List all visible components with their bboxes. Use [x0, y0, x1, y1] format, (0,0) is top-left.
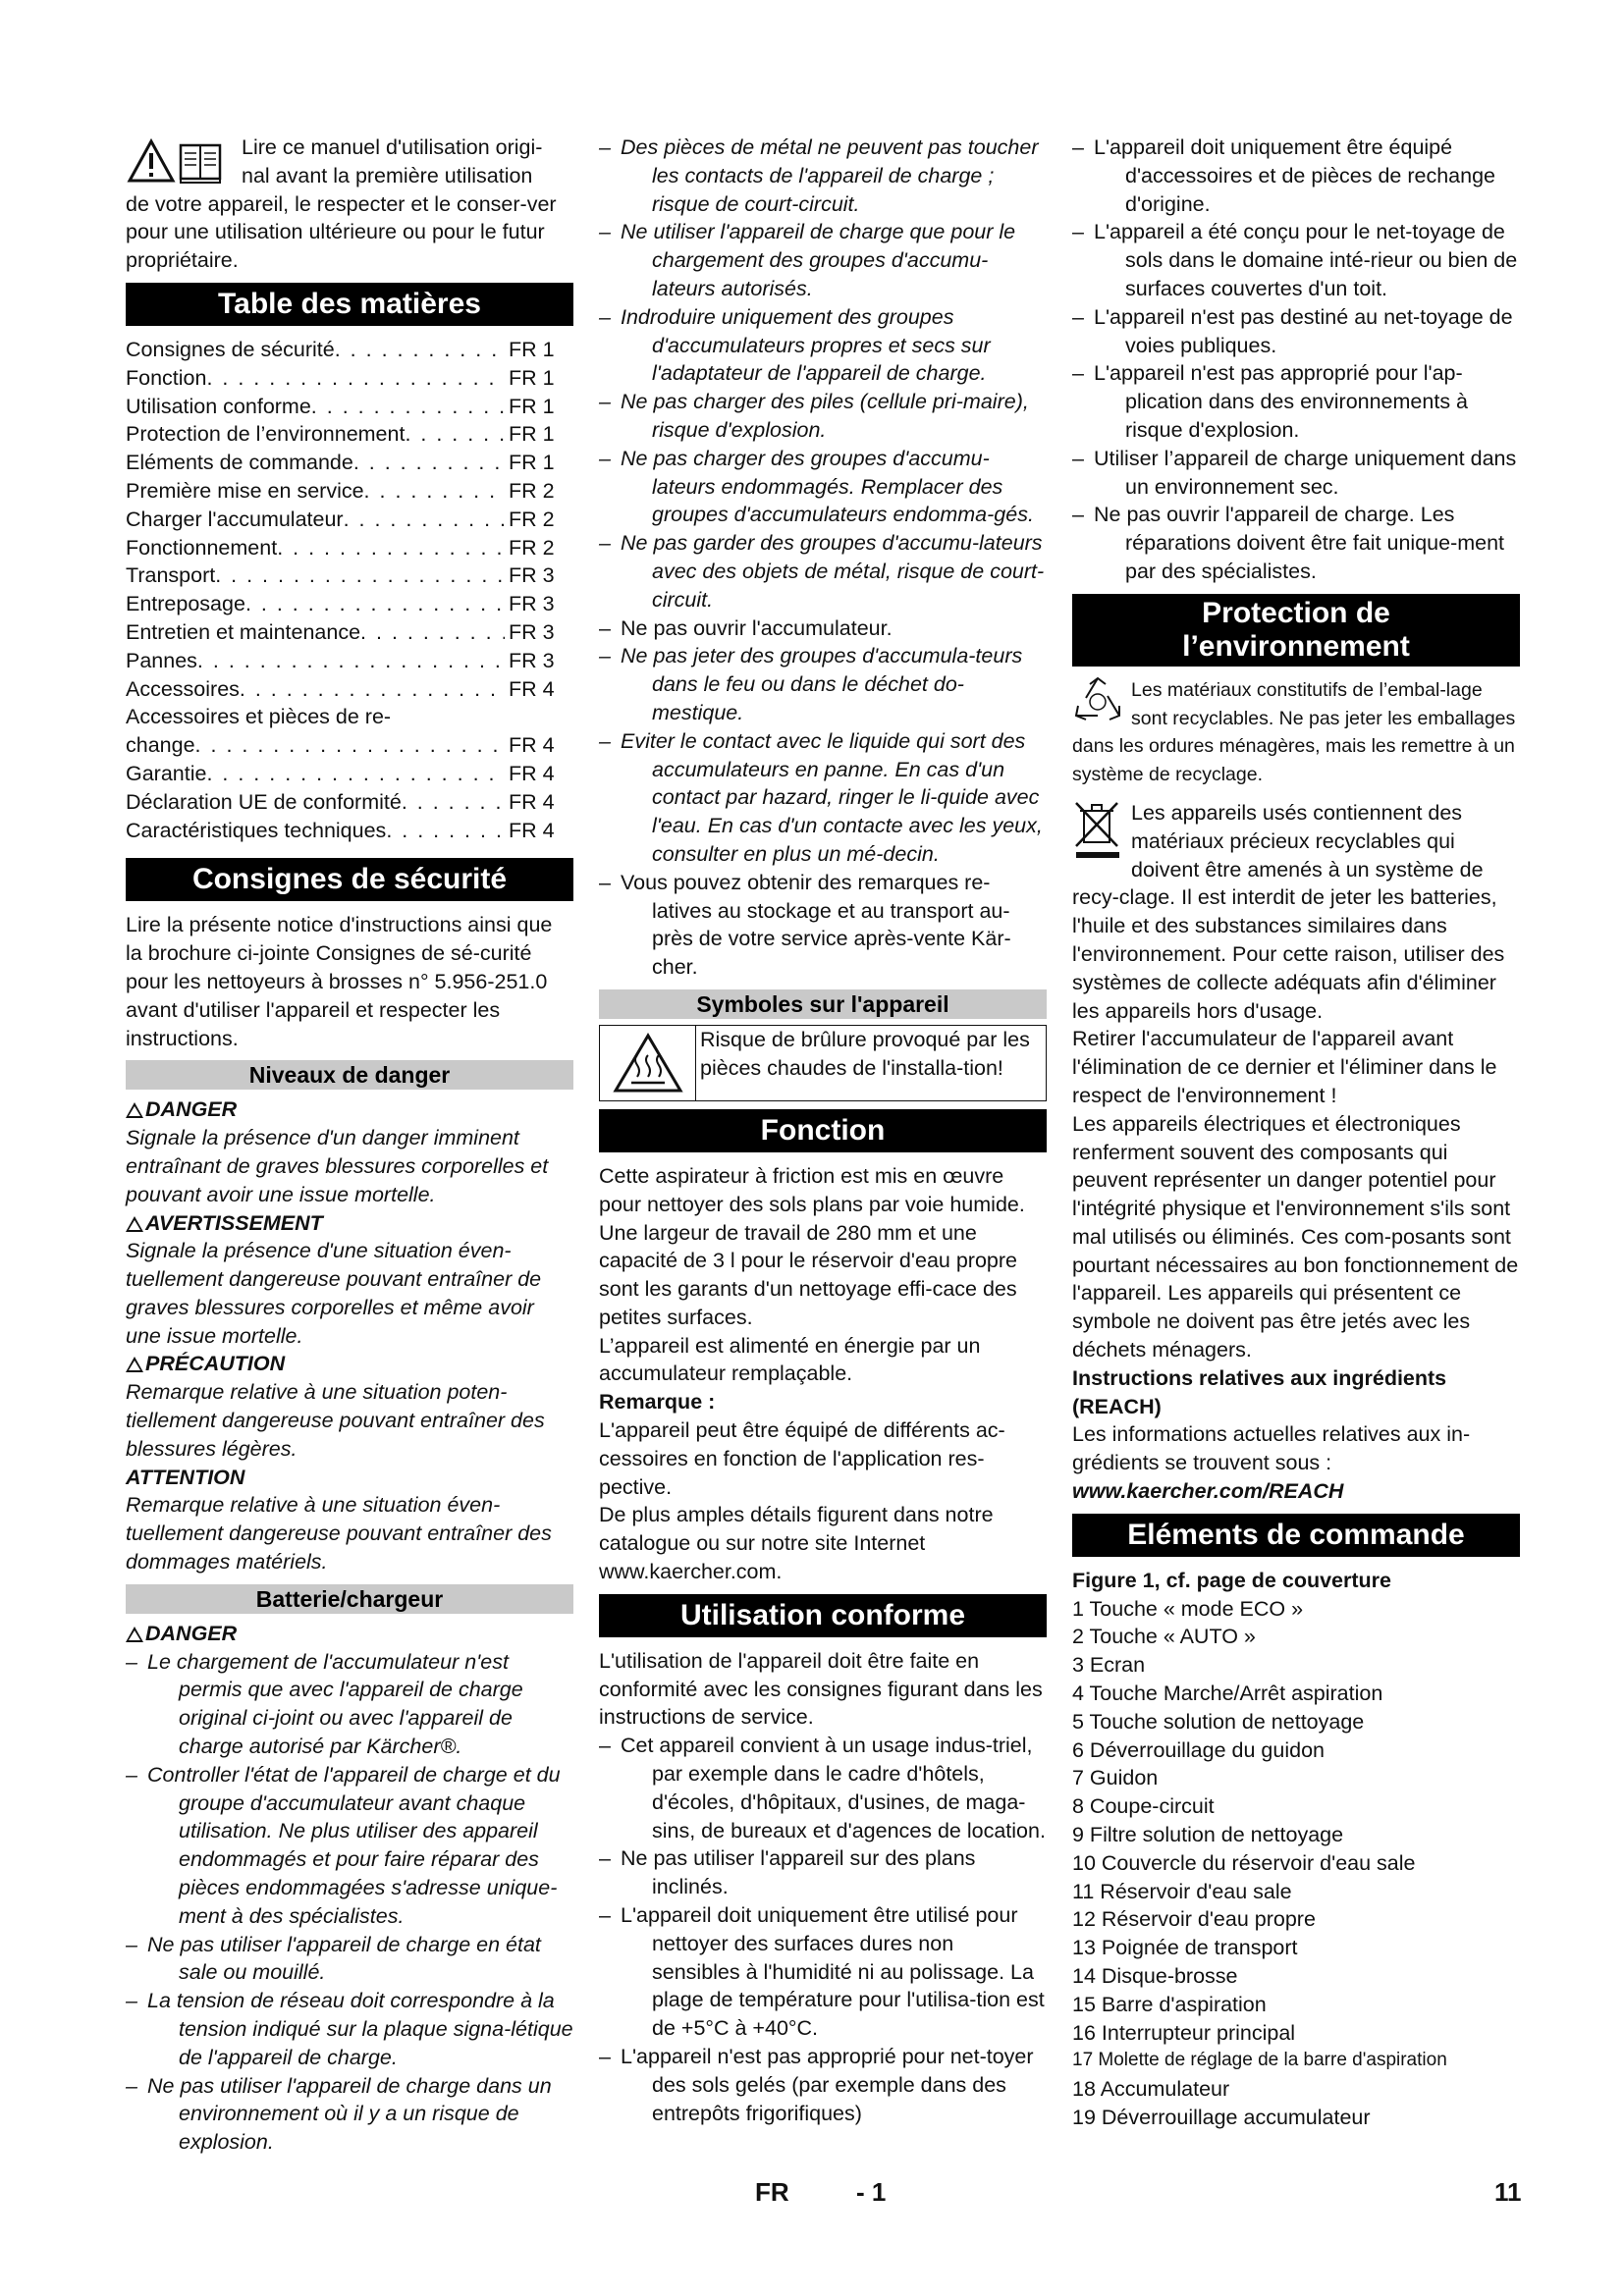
figure-label: Figure 1, cf. page de couverture	[1072, 1568, 1391, 1592]
toc-leader	[240, 675, 505, 704]
list-item: – Ne pas garder des groupes d'accumu-lateurs avec des objets de métal, risque de court-circuit.	[599, 529, 1047, 614]
control-item: 12 Réservoir d'eau propre	[1072, 1907, 1316, 1932]
list-item: – Des pièces de métal ne peuvent pas toucher les contacts de l'appareil de charge ; risque de court-circuit.	[599, 133, 1047, 218]
list-item: – Ne pas ouvrir l'accumulateur.	[599, 614, 1047, 643]
hot-surface-icon	[600, 1026, 696, 1100]
toc-leader	[277, 534, 505, 562]
toc-item-label: Transport	[126, 563, 216, 588]
toc-item-label: Caractéristiques techniques	[126, 818, 387, 842]
battery-list	[126, 1648, 573, 2157]
intro-line2: nal avant la première utilisation	[242, 163, 533, 187]
usage-intro: L'utilisation de l'appareil doit être faite en conformité avec les consignes figurant dans les instructions de service.	[599, 1648, 1043, 1730]
toc-item-page: FR 3	[509, 648, 555, 672]
danger-level-text: Signale la présence d'un danger imminent entraînant de graves blessures corporelles et pouvant avoir une issue mortelle.	[126, 1126, 549, 1206]
toc-item	[126, 760, 573, 788]
toc-item-page: FR 2	[509, 507, 555, 531]
danger-level-title: DANGER	[126, 1095, 573, 1124]
toc-item-label: change	[126, 733, 195, 758]
danger-level-title: PRÉCAUTION	[126, 1350, 573, 1378]
toc-item-label: Protection de l’environnement	[126, 422, 406, 447]
danger-levels-heading: Niveaux de danger	[126, 1060, 573, 1090]
fonction-p1: Cette aspirateur à friction est mis en œuvre pour nettoyer des sols plans par voie humide. Une largeur de travail de 280 mm et une capacité de 3 l pour le réservoir d'eau propre sont les garants d'un nettoyage effi-cace des petites surfaces.	[599, 1163, 1025, 1329]
toc-item-label: Consignes de sécurité	[126, 337, 335, 361]
toc-item-page: FR 3	[509, 563, 555, 588]
toc-item-label: Utilisation conforme	[126, 394, 311, 418]
list-item: – L'appareil doit uniquement être utilisé pour nettoyer des surfaces dures non sensibles à l'humidité ni au polissage. La plage de température pour l'utilisa-tion est de +5°C à +40°C.	[599, 1901, 1047, 2043]
toc-heading: Table des matières	[126, 283, 573, 326]
toc-item-page: FR 4	[509, 789, 555, 814]
list-item: – Ne utiliser l'appareil de charge que pour le chargement des groupes d'accumu-lateurs autorisés.	[599, 218, 1047, 302]
column-3	[1072, 133, 1520, 2132]
usage-list	[599, 1732, 1047, 2127]
env-packaging	[1072, 676, 1520, 789]
battery-danger-title: DANGER	[126, 1620, 573, 1648]
toc-leader	[386, 817, 505, 845]
toc-leader	[206, 364, 505, 393]
control-item: 8 Coupe-circuit	[1072, 1794, 1215, 1819]
fonction-p2: L’appareil est alimenté en énergie par un accumulateur remplaçable.	[599, 1333, 981, 1386]
control-item: 16 Interrupteur principal	[1072, 2020, 1296, 2045]
warning-triangle-icon	[126, 1627, 143, 1642]
toc-item-label: Accessoires et pièces de re-	[126, 705, 392, 729]
controls-list	[1072, 1595, 1520, 2132]
fonction-remark-label: Remarque :	[599, 1390, 716, 1415]
column-2	[599, 133, 1047, 2127]
toc-leader	[245, 590, 505, 618]
toc-item	[126, 618, 573, 647]
toc-item	[126, 506, 573, 534]
toc-item	[126, 420, 573, 449]
toc-item-page: FR 4	[509, 676, 555, 701]
toc-item-page: FR 4	[509, 733, 555, 758]
warning-triangle-icon	[126, 1357, 143, 1372]
toc-item	[126, 731, 573, 760]
toc-item-label: Garantie	[126, 761, 207, 785]
list-item: – Ne pas utiliser l'appareil sur des plans inclinés.	[599, 1844, 1047, 1901]
control-item: 6 Déverrouillage du guidon	[1072, 1737, 1325, 1762]
toc-item-page: FR 1	[509, 365, 555, 390]
symbol-description: Risque de brûlure provoqué par les pièces chaudes de l'installa-tion!	[700, 1027, 1030, 1080]
toc-item	[126, 561, 573, 590]
toc-item	[126, 449, 573, 477]
toc-item	[126, 590, 573, 618]
list-item: – Ne pas charger des piles (cellule pri-maire), risque d'explosion.	[599, 388, 1047, 445]
list-item: – Ne pas ouvrir l'appareil de charge. Les réparations doivent être fait unique-ment par des spécialistes.	[1072, 501, 1520, 585]
danger-level-text: Remarque relative à une situation poten-tiellement dangereuse pouvant entraîner des blessures légères.	[126, 1380, 545, 1461]
toc-item-label: Déclaration UE de conformité	[126, 789, 402, 814]
toc-leader	[402, 788, 505, 817]
safety-heading: Consignes de sécurité	[126, 858, 573, 901]
list-item: – La tension de réseau doit correspondre à la tension indiqué sur la plaque signa-létique de l'appareil de charge.	[126, 1987, 573, 2071]
warning-triangle-icon	[126, 1216, 143, 1232]
battery-list-b	[599, 642, 1047, 868]
environment-p2: Les appareils usés contiennent des matériaux précieux recyclables qui doivent être amenés à un système de recy-clage. Il est interdit de jeter les batteries, l'huile et des substances similaires dans l'environnement. Pour cette raison, utiliser des systèmes de collecte adéquats afin d'éliminer les appareils hors d'usage.	[1072, 800, 1505, 1023]
control-item: 7 Guidon	[1072, 1766, 1159, 1790]
control-item: 17 Molette de réglage de la barre d'aspiration	[1072, 2050, 1447, 2071]
crossed-bin-icon	[1072, 799, 1123, 860]
manual-book-icon	[181, 145, 220, 183]
danger-level-title: ATTENTION	[126, 1465, 245, 1489]
list-item: – Ne pas jeter des groupes d'accumula-teurs dans le feu ou dans le déchet do-mestique.	[599, 642, 1047, 726]
toc-leader	[364, 477, 505, 506]
toc-item	[126, 647, 573, 675]
list-item: – Eviter le contact avec le liquide qui sort des accumulateurs en panne. En cas d'un contact par hazard, ringer le li-quide avec l'eau. En cas d'un contacte avec les yeux, consulter en plus un mé-decin.	[599, 727, 1047, 869]
env-disposal	[1072, 799, 1520, 1025]
recycle-icon	[1072, 676, 1123, 725]
toc-item-page: FR 4	[509, 761, 555, 785]
toc-leader	[311, 393, 505, 421]
environment-p4: Les appareils électriques et électroniques renferment souvent des composants qui peuvent représenter un danger potentiel pour l'intégrité physique et l'environnement s'ils sont mal utilisés ou éliminés. Ces com-posants sont pourtant nécessaires au bon fonctionnement de l'appareil. Les appareils qui présentent ce symbole ne doivent pas être jetés avec les déchets ménagers.	[1072, 1111, 1519, 1362]
toc-item-page: FR 3	[509, 592, 555, 616]
footer-language: FR	[755, 2177, 789, 2207]
battery-plain-list	[599, 614, 1047, 643]
warning-triangle-icon	[126, 1102, 143, 1118]
intro-rest: de votre appareil, le respecter et le conser-ver pour une utilisation ultérieure ou pour le futur propriétaire.	[126, 191, 557, 273]
toc-leader	[335, 336, 505, 364]
toc-item-label: Charger l'accumulateur	[126, 507, 344, 531]
list-item: – Ne pas charger des groupes d'accumu-lateurs endommagés. Remplacer des groupes d'accumulateurs endomma-gés.	[599, 445, 1047, 529]
toc-item-label: Première mise en service	[126, 478, 364, 503]
fonction-p4: De plus amples détails figurent dans notre catalogue ou sur notre site Internet www.kaercher.com.	[599, 1503, 994, 1584]
list-item: – Cet appareil convient à un usage indus-triel, par exemple dans le cadre d'hôtels, d'écoles, d'hôpitaux, d'usines, de maga-sins, de bureaux et d'agences de location.	[599, 1732, 1047, 1844]
toc-item	[126, 477, 573, 506]
toc-item-page: FR 4	[509, 818, 555, 842]
intro-block	[126, 133, 573, 275]
footer-page-number: 11	[1494, 2177, 1522, 2207]
toc-item	[126, 675, 573, 704]
toc-leader	[195, 731, 505, 760]
environment-heading: Protection de l’environnement	[1072, 594, 1520, 667]
toc-leader	[215, 561, 505, 590]
toc-leader	[206, 760, 505, 788]
control-item: 5 Touche solution de nettoyage	[1072, 1709, 1365, 1734]
control-item: 3 Ecran	[1072, 1653, 1146, 1678]
toc-item	[126, 817, 573, 845]
list-item: – Utiliser l’appareil de charge uniquement dans un environnement sec.	[1072, 445, 1520, 502]
danger-level-text: Remarque relative à une situation éven-tuellement dangereuse pouvant entraîner des dommages matériels.	[126, 1493, 552, 1575]
danger-level-title: AVERTISSEMENT	[126, 1209, 573, 1238]
battery-list-continued	[599, 133, 1047, 614]
toc-item-page: FR 1	[509, 337, 555, 361]
intro-line1: Lire ce manuel d'utilisation origi-	[242, 135, 543, 159]
column-1	[126, 133, 573, 2157]
toc-item-label: Accessoires	[126, 676, 240, 701]
list-item: – Ne pas utiliser l'appareil de charge dans un environnement où il y a un risque de explosion.	[126, 2072, 573, 2157]
list-item: – L'appareil n'est pas approprié pour l'ap-plication dans des environnements à risque d'explosion.	[1072, 359, 1520, 444]
toc-item-page: FR 1	[509, 394, 555, 418]
control-item: 18 Accumulateur	[1072, 2077, 1230, 2102]
safety-intro: Lire la présente notice d'instructions ainsi que la brochure ci-jointe Consignes de sé-curité pour les nettoyeurs à brosses n° 5.956-251.0 avant d'utiliser l'appareil et respecter les instructions.	[126, 913, 553, 1050]
toc-leader	[405, 420, 505, 449]
toc-item	[126, 336, 573, 364]
symbols-heading: Symboles sur l'appareil	[599, 989, 1047, 1019]
toc-item-label: Entreposage	[126, 592, 245, 616]
toc-item-page: FR 2	[509, 478, 555, 503]
list-item: – L'appareil doit uniquement être équipé d'accessoires et de pièces de rechange d'origine.	[1072, 133, 1520, 218]
toc-item-page: FR 3	[509, 619, 555, 644]
toc-item-label: Pannes	[126, 648, 197, 672]
control-item: 19 Déverrouillage accumulateur	[1072, 2106, 1371, 2129]
battery-plain-last	[599, 869, 1047, 982]
toc-item-page: FR 1	[509, 422, 555, 447]
control-item: 14 Disque-brosse	[1072, 1964, 1238, 1989]
toc-item-label: Fonctionnement	[126, 535, 278, 560]
toc-item	[126, 534, 573, 562]
environment-p3: Retirer l'accumulateur de l'appareil avant l'élimination de ce dernier et l'éliminer dans le respect de l'environnement !	[1072, 1027, 1497, 1107]
control-item: 11 Réservoir d'eau sale	[1072, 1879, 1292, 1903]
list-item: – L'appareil n'est pas destiné au net-toyage de voies publiques.	[1072, 303, 1520, 360]
footer-section-number: - 1	[856, 2177, 887, 2207]
usage-heading: Utilisation conforme	[599, 1594, 1047, 1637]
usage-list-continued	[1072, 133, 1520, 586]
toc-item-label: Eléments de commande	[126, 451, 353, 475]
reach-heading: Instructions relatives aux ingrédients (REACH)	[1072, 1365, 1447, 1418]
list-item: – L'appareil a été conçu pour le net-toyage de sols dans le domaine inté-rieur ou bien de surfaces couvertes d'un toit.	[1072, 218, 1520, 302]
toc-item	[126, 788, 573, 817]
list-item: – Le chargement de l'accumulateur n'est permis que avec l'appareil de charge original ci-joint ou avec l'appareil de charge autorisé par Kärcher®.	[126, 1648, 573, 1761]
toc-leader	[344, 506, 505, 534]
list-item: – Vous pouvez obtenir des remarques re-latives au stockage et au transport au-près de votre service après-vente Kär-cher.	[599, 869, 1047, 982]
toc-item	[126, 393, 573, 421]
control-item: 10 Couvercle du réservoir d'eau sale	[1072, 1850, 1416, 1875]
list-item: – Indroduire uniquement des groupes d'accumulateurs propres et secs sur l'adaptateur de l'appareil de charge.	[599, 303, 1047, 388]
symbols-table	[599, 1025, 1047, 1101]
list-item: – L'appareil n'est pas approprié pour net-toyer des sols gelés (par exemple dans des entrepôts frigorifiques)	[599, 2043, 1047, 2127]
control-item: 2 Touche « AUTO »	[1072, 1625, 1256, 1649]
control-item: 4 Touche Marche/Arrêt aspiration	[1072, 1682, 1383, 1706]
toc-item-page: FR 2	[509, 535, 555, 560]
toc-item-page: FR 1	[509, 451, 555, 475]
controls-heading: Eléments de commande	[1072, 1514, 1520, 1557]
toc-list	[126, 336, 573, 844]
toc-leader	[353, 449, 505, 477]
toc-leader	[197, 647, 505, 675]
toc-leader	[360, 618, 505, 647]
warning-triangle-icon	[126, 133, 236, 188]
fonction-heading: Fonction	[599, 1109, 1047, 1152]
toc-item-label: Entretien et maintenance	[126, 619, 361, 644]
control-item: 13 Poignée de transport	[1072, 1936, 1298, 1960]
intro-icons	[126, 133, 236, 188]
danger-levels	[126, 1095, 573, 1576]
reach-text: Les informations actuelles relatives aux in-grédients se trouvent sous :	[1072, 1422, 1471, 1475]
reach-url: www.kaercher.com/REACH	[1072, 1479, 1344, 1504]
environment-p1: Les matériaux constitutifs de l’embal-lage sont recyclables. Ne pas jeter les emballages dans les ordures ménagères, mais les remettre à un système de recyclage.	[1072, 678, 1516, 786]
list-item: – Controller l'état de l'appareil de charge et du groupe d'accumulateur avant chaque utilisation. Ne plus utiliser des appareil endommagés et pour faire réparar des pièces endommagées s'adresse unique-ment à des spécialistes.	[126, 1761, 573, 1931]
control-item: 1 Touche « mode ECO »	[1072, 1596, 1304, 1621]
toc-item-label: Fonction	[126, 365, 207, 390]
toc-item	[126, 364, 573, 393]
danger-level-text: Signale la présence d'une situation éven-tuellement dangereuse pouvant entraîner de graves blessures corporelles et même avoir une issue mortelle.	[126, 1239, 542, 1348]
control-item: 15 Barre d'aspiration	[1072, 1992, 1267, 2016]
list-item: – Ne pas utiliser l'appareil de charge en état sale ou mouillé.	[126, 1931, 573, 1988]
fonction-p3: L'appareil peut être équipé de différents ac-cessoires en fonction de l'application res-pective.	[599, 1418, 1005, 1499]
battery-heading: Batterie/chargeur	[126, 1584, 573, 1614]
control-item: 9 Filtre solution de nettoyage	[1072, 1823, 1344, 1847]
